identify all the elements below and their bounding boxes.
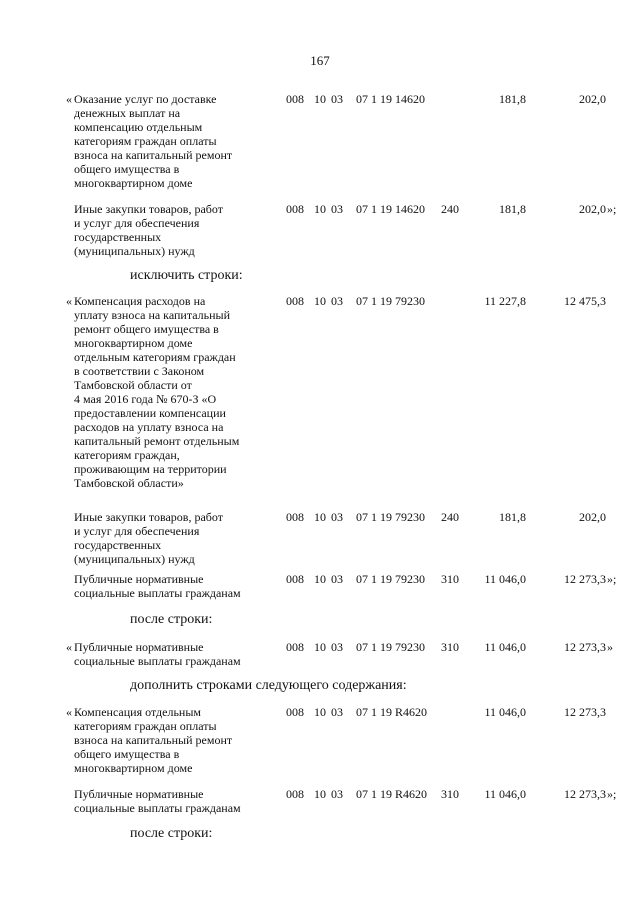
amount-year-2: 12 273,3 xyxy=(564,572,606,586)
row-name xyxy=(66,294,279,490)
row-name-line: (муниципальных) нужд xyxy=(74,244,195,258)
instruction-add-rows: дополнить строками следующего содержания: xyxy=(130,678,407,693)
opening-quote: « xyxy=(66,640,72,654)
row-name-line: ремонт общего имущества в xyxy=(74,322,219,336)
row-name-line: Тамбовской области» xyxy=(74,476,184,490)
row-name-line: проживающим на территории xyxy=(74,462,227,476)
amount-year-2: 202,0 xyxy=(579,202,606,216)
row-name-line: (муниципальных) нужд xyxy=(74,552,195,566)
ministry-code: 008 xyxy=(286,787,304,801)
section-code: 10 xyxy=(314,202,326,216)
table-block-3 xyxy=(0,640,640,674)
opening-quote: « xyxy=(66,294,72,308)
row-name-line: денежных выплат на xyxy=(74,106,181,120)
ministry-code: 008 xyxy=(286,572,304,586)
row-name-line: взноса на капитальный ремонт xyxy=(74,148,233,162)
expense-type-code: 310 xyxy=(441,787,459,801)
closing-quote: »; xyxy=(607,787,617,801)
target-article-code: 07 1 19 R4620 xyxy=(356,787,428,801)
table-row xyxy=(0,640,640,674)
row-name-line: 4 мая 2016 года № 670-З «О xyxy=(74,392,217,406)
row-name-line: и услуг для обеспечения xyxy=(74,216,200,230)
amount-year-1: 11 227,8 xyxy=(484,294,526,308)
row-name-line: многоквартирном доме xyxy=(74,761,193,775)
table-row xyxy=(0,572,640,606)
row-name-line: предоставлении компенсации xyxy=(74,406,226,420)
ministry-code: 008 xyxy=(286,202,304,216)
amount-year-1: 181,8 xyxy=(499,510,526,524)
expense-type-code: 310 xyxy=(441,572,459,586)
opening-quote: « xyxy=(66,705,72,719)
row-name-line: и услуг для обеспечения xyxy=(74,524,200,538)
row-name-line: государственных xyxy=(74,538,162,552)
table-block-1 xyxy=(0,92,640,262)
section-code: 10 xyxy=(314,705,326,719)
ministry-code: 008 xyxy=(286,510,304,524)
row-name-line: многоквартирном доме xyxy=(74,336,193,350)
row-name xyxy=(74,202,279,258)
section-code: 10 xyxy=(314,640,326,654)
amount-year-1: 181,8 xyxy=(499,92,526,106)
ministry-code: 008 xyxy=(286,294,304,308)
expense-type-code: 310 xyxy=(441,640,459,654)
expense-type-code: 240 xyxy=(441,202,459,216)
closing-quote: » xyxy=(607,640,613,654)
table-row xyxy=(0,202,640,262)
ministry-code: 008 xyxy=(286,640,304,654)
row-name-line: категориям граждан оплаты xyxy=(74,719,217,733)
subsection-code: 03 xyxy=(331,92,343,106)
amount-year-2: 12 273,3 xyxy=(564,705,606,719)
row-name-line: расходов на уплату взноса на xyxy=(74,420,224,434)
target-article-code: 07 1 19 79230 xyxy=(356,640,425,654)
row-name-line: Публичные нормативные xyxy=(74,572,204,586)
opening-quote: « xyxy=(66,92,72,106)
amount-year-1: 181,8 xyxy=(499,202,526,216)
closing-quote: »; xyxy=(607,202,617,216)
table-block-2 xyxy=(0,294,640,606)
target-article-code: 07 1 19 R4620 xyxy=(356,705,428,719)
subsection-code: 03 xyxy=(331,640,343,654)
subsection-code: 03 xyxy=(331,294,343,308)
amount-year-2: 12 273,3 xyxy=(564,640,606,654)
row-name xyxy=(74,572,279,600)
amount-year-1: 11 046,0 xyxy=(484,705,526,719)
target-article-code: 07 1 19 79230 xyxy=(356,294,425,308)
section-code: 10 xyxy=(314,572,326,586)
amount-year-2: 12 475,3 xyxy=(564,294,606,308)
amount-year-2: 12 273,3 xyxy=(564,787,606,801)
row-name-line: в соответствии с Законом xyxy=(74,364,205,378)
subsection-code: 03 xyxy=(331,572,343,586)
row-name-line: Оказание услуг по доставке xyxy=(74,92,217,106)
row-name-line: капитальный ремонт отдельным xyxy=(74,434,240,448)
target-article-code: 07 1 19 14620 xyxy=(356,92,425,106)
instruction-exclude-rows: исключить строки: xyxy=(130,268,243,283)
amount-year-2: 202,0 xyxy=(579,510,606,524)
instruction-after-row-1: после строки: xyxy=(130,612,213,627)
page-number: 167 xyxy=(310,53,330,68)
amount-year-1: 11 046,0 xyxy=(484,787,526,801)
row-name-line: государственных xyxy=(74,230,162,244)
table-row xyxy=(0,787,640,821)
row-name-line: Тамбовской области от xyxy=(74,378,192,392)
row-name-line: многоквартирном доме xyxy=(74,176,193,190)
amount-year-2: 202,0 xyxy=(579,92,606,106)
row-name-line: Компенсация расходов на xyxy=(74,294,206,308)
row-name-line: Иные закупки товаров, работ xyxy=(74,510,223,524)
section-code: 10 xyxy=(314,787,326,801)
target-article-code: 07 1 19 14620 xyxy=(356,202,425,216)
target-article-code: 07 1 19 79230 xyxy=(356,572,425,586)
amount-year-1: 11 046,0 xyxy=(484,572,526,586)
row-name xyxy=(66,705,279,775)
row-name-line: Компенсация отдельным xyxy=(74,705,202,719)
ministry-code: 008 xyxy=(286,92,304,106)
expense-type-code: 240 xyxy=(441,510,459,524)
row-name xyxy=(66,640,279,668)
table-row xyxy=(0,92,640,202)
row-name-line: Иные закупки товаров, работ xyxy=(74,202,223,216)
row-name-line: взноса на капитальный ремонт xyxy=(74,733,233,747)
closing-quote: »; xyxy=(607,572,617,586)
row-name xyxy=(74,787,279,815)
table-row xyxy=(0,705,640,787)
subsection-code: 03 xyxy=(331,787,343,801)
row-name-line: социальные выплаты гражданам xyxy=(74,586,241,600)
row-name-line: социальные выплаты гражданам xyxy=(74,654,241,668)
row-name-line: категориям граждан оплаты xyxy=(74,134,217,148)
row-name xyxy=(66,92,279,190)
row-name-line: категориям граждан, xyxy=(74,448,180,462)
table-row xyxy=(0,510,640,572)
row-name-line: Публичные нормативные xyxy=(74,787,204,801)
row-name-line: Публичные нормативные xyxy=(74,640,204,654)
section-code: 10 xyxy=(314,92,326,106)
instruction-after-row-2: после строки: xyxy=(130,826,213,841)
row-name-line: социальные выплаты гражданам xyxy=(74,801,241,815)
subsection-code: 03 xyxy=(331,202,343,216)
target-article-code: 07 1 19 79230 xyxy=(356,510,425,524)
section-code: 10 xyxy=(314,510,326,524)
subsection-code: 03 xyxy=(331,510,343,524)
table-block-4 xyxy=(0,705,640,821)
row-name xyxy=(74,510,279,566)
subsection-code: 03 xyxy=(331,705,343,719)
row-name-line: общего имущества в xyxy=(74,162,180,176)
row-name-line: уплату взноса на капитальный xyxy=(74,308,231,322)
amount-year-1: 11 046,0 xyxy=(484,640,526,654)
row-name-line: компенсацию отдельным xyxy=(74,120,203,134)
section-code: 10 xyxy=(314,294,326,308)
row-name-line: общего имущества в xyxy=(74,747,180,761)
row-name-line: отдельным категориям граждан xyxy=(74,350,236,364)
table-row xyxy=(0,294,640,510)
ministry-code: 008 xyxy=(286,705,304,719)
